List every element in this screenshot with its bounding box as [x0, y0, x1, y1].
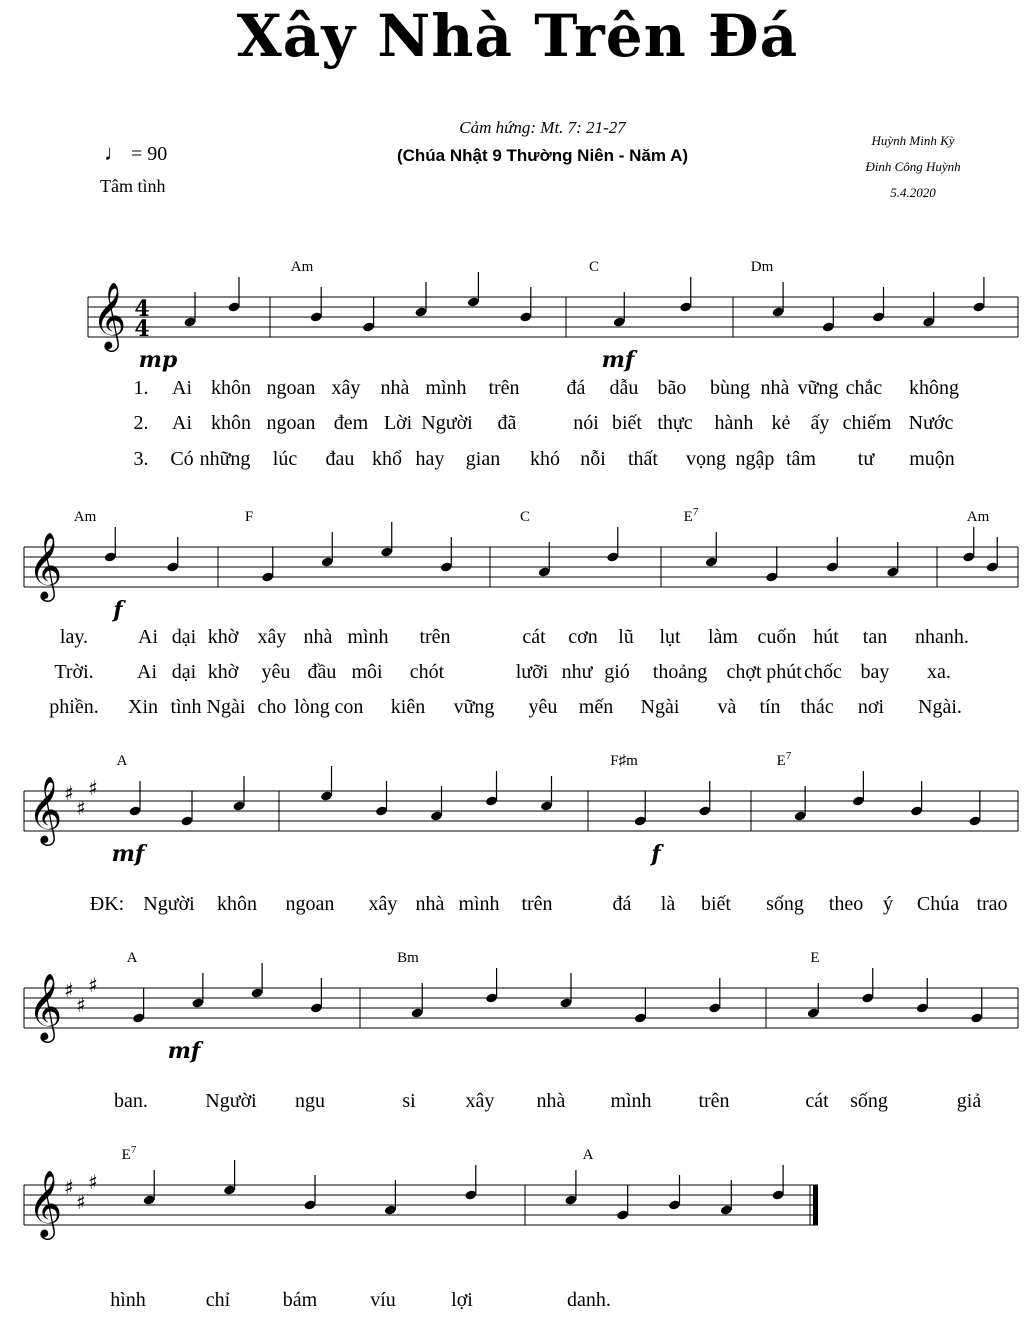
lyric-word: và [717, 696, 737, 718]
dynamic-marking: mf [601, 347, 635, 373]
lyric-word: bay [860, 661, 890, 683]
tempo-value: = 90 [131, 143, 168, 165]
lyric-word: lụt [659, 626, 681, 648]
lyric-word: đầu [307, 661, 337, 683]
lyric-word: cát [522, 626, 546, 648]
lyric-word: khổ [372, 448, 402, 470]
lyric-word: theo [828, 893, 864, 915]
lyric-word: xây [257, 626, 287, 648]
lyric-word: sống [766, 893, 804, 915]
lyric-word: thác [800, 696, 834, 718]
lyric-word: phút [766, 661, 802, 683]
lyric-word: lay. [59, 626, 89, 648]
lyric-word: trên [419, 626, 451, 648]
lyric-word: vững [797, 377, 839, 399]
lyric-word: những [199, 448, 251, 470]
treble-clef-icon: 𝄞 [28, 775, 63, 843]
dynamic-marking: mp [138, 347, 178, 373]
chord-symbol: A [582, 1147, 594, 1163]
lyric-word: Ngài. [918, 696, 962, 718]
lyric-word: xây [465, 1090, 495, 1112]
lyric-word: khôn [211, 377, 251, 399]
dynamic-marking: f [651, 841, 661, 867]
lyric-word: nỗi [580, 448, 606, 470]
lyric-word: ngoan [266, 377, 316, 399]
lyric-word: ban. [114, 1090, 148, 1112]
lyric-word: chiếm [842, 412, 892, 434]
lyric-word: môi [351, 661, 383, 683]
lyric-word: chót [409, 661, 445, 683]
lyric-word: trên [698, 1090, 730, 1112]
treble-clef-icon: 𝄞 [92, 281, 127, 349]
lyric-word: nhà [536, 1090, 566, 1112]
lyric-word: trên [488, 377, 520, 399]
chord-symbol: A [126, 950, 138, 966]
lyric-word: víu [370, 1289, 396, 1311]
lyric-word: danh. [567, 1289, 611, 1311]
lyric-word: lúc [272, 448, 298, 470]
lyric-word: Người [421, 412, 473, 434]
composer-name: Huỳnh Minh Kỳ [871, 133, 955, 148]
lyric-word: kiên [390, 696, 426, 718]
lyric-word: Người [143, 893, 195, 915]
lyric-word: ngoan [266, 412, 316, 434]
final-barline-thick [813, 1185, 818, 1225]
lyric-word: hình [110, 1289, 146, 1311]
sharp-icon: ♯ [88, 776, 98, 800]
dynamic-marking: f [113, 597, 123, 623]
lyric-word: sống [850, 1090, 888, 1112]
chord-symbol: $E^7$ [683, 506, 699, 525]
chord-symbol: Bm [397, 950, 419, 966]
chord-symbol: Am [966, 509, 990, 525]
lyric-word: biết [612, 412, 642, 434]
sharp-icon: ♯ [64, 781, 74, 805]
lyric-word: bám [282, 1289, 318, 1311]
chord-symbol: E [810, 950, 820, 966]
lyric-word: Ai [137, 661, 157, 683]
chord-symbol: F♯m [610, 753, 638, 769]
treble-clef-icon: 𝄞 [28, 972, 63, 1040]
quarter-note-icon: ♩ [104, 140, 126, 165]
lyric-word: yêu [261, 661, 291, 683]
chord-symbol: $E^7$ [121, 1144, 137, 1163]
lyric-word: nhà [760, 377, 790, 399]
lyric-word: hành [714, 412, 754, 434]
inspiration-line: Cảm hứng: Mt. 7: 21-27 [459, 118, 626, 137]
chord-symbol: Am [73, 509, 97, 525]
lyric-word: dẫu [609, 377, 639, 399]
lyric-word: ĐK: [89, 893, 125, 915]
occasion-line: (Chúa Nhật 9 Thường Niên - Năm A) [396, 146, 689, 165]
lyric-word: gió [604, 661, 630, 683]
lyric-word: khờ [207, 626, 239, 648]
lyric-word: ngu [295, 1090, 325, 1112]
lyric-word: khôn [211, 412, 251, 434]
mood-marking: Tâm tình [100, 176, 166, 196]
lyric-word: biết [701, 893, 731, 915]
lyric-word: nhà [380, 377, 410, 399]
lyric-word: mình [425, 377, 467, 399]
lyric-word: Ai [172, 412, 192, 434]
staff-system [24, 1144, 818, 1311]
lyric-word: thực [657, 412, 693, 434]
lyric-word: hút [813, 626, 839, 648]
lyric-word: yêu [528, 696, 558, 718]
chord-symbol: $E^7$ [776, 750, 792, 769]
lyric-word: Ai [172, 377, 192, 399]
sharp-icon: ♯ [88, 1170, 98, 1194]
lyric-word: Trời. [54, 661, 94, 683]
lyric-word: không [909, 377, 959, 399]
dynamic-marking: mf [111, 841, 145, 867]
lyric-word: con [334, 696, 364, 718]
lyric-word: dại [171, 626, 197, 648]
lyric-word: ý [883, 893, 893, 915]
lyric-word: 2. [133, 412, 149, 434]
lyric-word: vọng [686, 448, 726, 470]
chord-symbol: C [588, 259, 600, 275]
lyric-word: giả [956, 1090, 982, 1112]
lyric-word: lòng [294, 696, 330, 718]
lyric-word: gian [465, 448, 501, 470]
lyric-word: vững [453, 696, 495, 718]
lyric-word: Ai [138, 626, 158, 648]
lyric-word: cuốn [757, 626, 797, 648]
lyric-word: xây [331, 377, 361, 399]
treble-clef-icon: 𝄞 [28, 531, 63, 599]
time-signature-bottom: 4 [134, 316, 150, 342]
lyric-word: đã [497, 412, 517, 434]
sharp-icon: ♯ [76, 1190, 86, 1214]
lyric-word: Xin [128, 696, 158, 718]
lyric-word: ngoan [285, 893, 335, 915]
lyric-word: nói [573, 412, 599, 434]
song-title: Xây Nhà Trên Đá [236, 2, 799, 70]
lyricist-name: Đinh Công Huỳnh [865, 159, 961, 174]
lyric-word: nơi [857, 696, 885, 718]
lyric-word: mình [458, 893, 500, 915]
lyric-word: Chúa [916, 893, 960, 915]
lyric-word: mình [610, 1090, 652, 1112]
lyric-word: xây [368, 893, 398, 915]
lyric-word: đá [566, 377, 586, 399]
lyric-word: Người [205, 1090, 257, 1112]
lyric-word: tình [170, 696, 202, 718]
lyric-word: khó [530, 448, 560, 470]
lyric-word: hay [415, 448, 445, 470]
lyric-word: Ngài [206, 696, 246, 718]
lyric-word: cơn [568, 626, 598, 648]
lyric-word: Lời [383, 412, 413, 434]
chord-symbol: Dm [750, 259, 774, 275]
lyric-word: tan [862, 626, 888, 648]
lyric-word: là [660, 893, 676, 915]
lyric-word: cho [257, 696, 287, 718]
sharp-icon: ♯ [64, 978, 74, 1002]
lyric-word: nhà [303, 626, 333, 648]
composition-date: 5.4.2020 [890, 185, 936, 200]
lyric-word: đau [325, 448, 355, 470]
lyric-word: Ngài [640, 696, 680, 718]
lyric-word: đá [612, 893, 632, 915]
chord-symbol: F [244, 509, 254, 525]
lyric-word: chợt [726, 661, 762, 683]
sharp-icon: ♯ [64, 1175, 74, 1199]
time-signature-top: 4 [134, 296, 150, 322]
lyric-word: lợi [451, 1289, 473, 1311]
lyric-word: tâm [786, 448, 816, 470]
lyric-word: Có [170, 448, 194, 470]
lyric-word: mến [578, 696, 614, 718]
lyric-word: kẻ [771, 412, 791, 434]
lyric-word: tín [759, 696, 781, 718]
lyric-word: chắc [845, 377, 883, 399]
staff-system [88, 259, 1018, 470]
dynamic-marking: mf [167, 1038, 201, 1064]
sharp-icon: ♯ [88, 973, 98, 997]
chord-symbol: C [519, 509, 531, 525]
lyric-word: phiền. [49, 696, 99, 718]
staff-system [24, 950, 1018, 1112]
lyric-word: mình [347, 626, 389, 648]
lyric-word: lũ [618, 626, 634, 648]
lyric-word: xa. [927, 661, 951, 683]
lyric-word: si [402, 1090, 416, 1112]
lyric-word: thất [628, 448, 658, 470]
lyric-word: ngập [735, 448, 775, 470]
lyric-word: chốc [804, 661, 842, 683]
lyric-word: lưỡi [515, 661, 549, 683]
lyric-word: chỉ [205, 1289, 231, 1311]
chord-symbol: A [116, 753, 128, 769]
lyric-word: thoảng [652, 661, 708, 683]
lyric-word: bùng [710, 377, 750, 399]
lyric-word: muộn [909, 448, 955, 470]
lyric-word: như [561, 661, 593, 683]
lyric-word: nhà [415, 893, 445, 915]
lyric-word: Nước [908, 412, 954, 434]
treble-clef-icon: 𝄞 [28, 1169, 63, 1237]
lyric-word: trên [521, 893, 553, 915]
lyric-word: làm [708, 626, 738, 648]
lyric-word: đem [333, 412, 369, 434]
lyric-word: 1. [133, 377, 149, 399]
sharp-icon: ♯ [76, 993, 86, 1017]
lyric-word: 3. [133, 448, 149, 470]
lyric-word: khôn [217, 893, 257, 915]
lyric-word: nhanh. [915, 626, 969, 648]
lyric-word: trao [976, 893, 1008, 915]
lyric-word: ấy [810, 412, 830, 434]
sharp-icon: ♯ [76, 796, 86, 820]
staff-system [24, 750, 1018, 915]
lyric-word: bão [657, 377, 687, 399]
staff-system [24, 506, 1018, 718]
lyric-word: khờ [207, 661, 239, 683]
lyric-word: tư [857, 448, 875, 470]
lyric-word: cát [805, 1090, 829, 1112]
chord-symbol: Am [290, 259, 314, 275]
lyric-word: dại [171, 661, 197, 683]
